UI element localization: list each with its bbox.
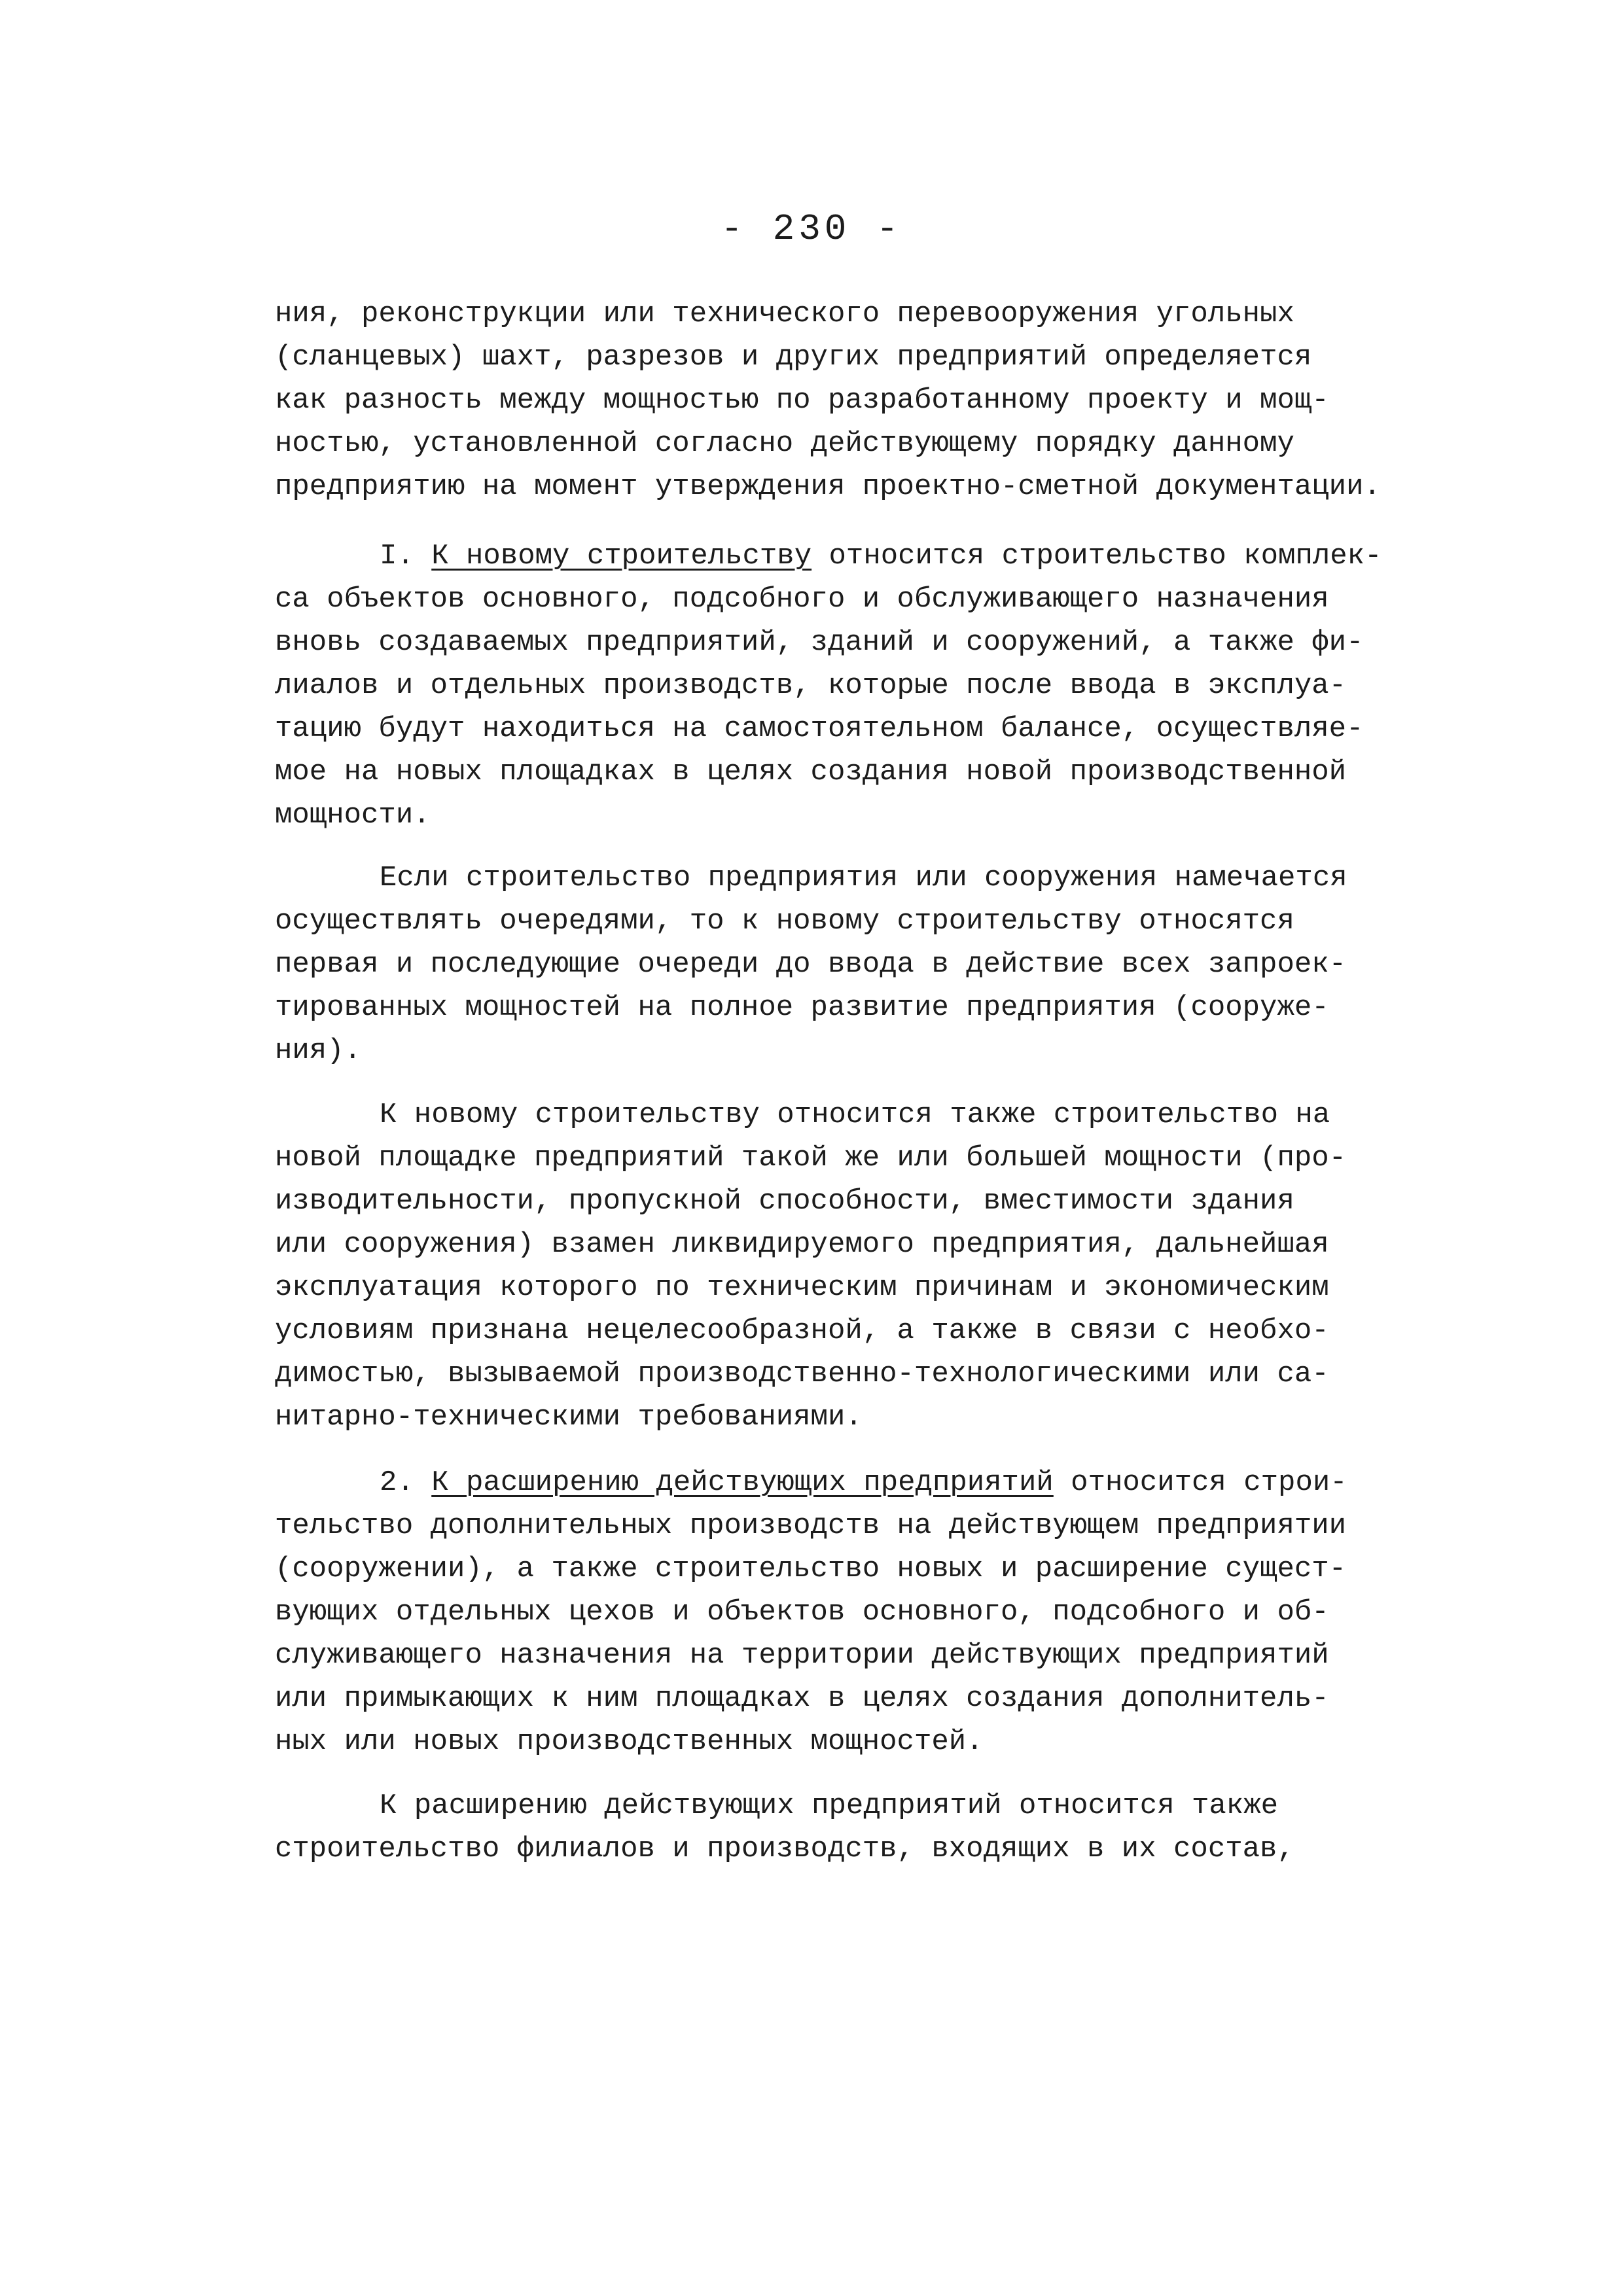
- text-run: относится строительство комплек-: [812, 540, 1382, 573]
- text-run: относится строи-: [1053, 1466, 1347, 1499]
- text-line: ных или новых производственных мощностей.: [275, 1725, 984, 1758]
- text-line: тацию будут находиться на самостоятельном балансе, осуществляе-: [275, 713, 1364, 745]
- text-line: новой площадке предприятий такой же или большей мощности (про-: [275, 1142, 1347, 1174]
- text-line: мое на новых площадках в целях создания новой производственной: [275, 756, 1347, 788]
- text-line: мощности.: [275, 799, 431, 832]
- section-heading-line: [380, 535, 1382, 577]
- text-line: ния).: [275, 1034, 362, 1067]
- text-line: К расширению действующих предприятий относится также: [380, 1790, 1279, 1822]
- section-number: I.: [380, 540, 432, 573]
- section-title: К расширению действующих предприятий: [431, 1466, 1054, 1499]
- text-line: ностью, установленной согласно действующему порядку данному: [275, 427, 1294, 460]
- section-number: 2.: [380, 1466, 432, 1499]
- text-line: вновь создаваемых предприятий, зданий и сооружений, а также фи-: [275, 626, 1364, 659]
- text-line: эксплуатация которого по техническим причинам и экономическим: [275, 1271, 1329, 1304]
- page-number: - 230 -: [721, 208, 902, 250]
- text-line: (сланцевых) шахт, разрезов и других предприятий определяется: [275, 341, 1312, 374]
- text-line: вующих отдельных цехов и объектов основного, подсобного и об-: [275, 1596, 1329, 1629]
- text-line: осуществлять очередями, то к новому строительству относятся: [275, 905, 1294, 938]
- section-title: К новому строительству: [431, 540, 812, 573]
- text-line: ния, реконструкции или технического перевооружения угольных: [275, 298, 1294, 330]
- text-line: лиалов и отдельных производств, которые после ввода в эксплуа-: [275, 669, 1347, 702]
- text-line: изводительности, пропускной способности, вместимости здания: [275, 1185, 1294, 1218]
- text-line: димостью, вызываемой производственно-технологическими или са-: [275, 1358, 1329, 1390]
- text-line: служивающего назначения на территории действующих предприятий: [275, 1639, 1329, 1672]
- section-heading-line: [380, 1462, 1347, 1504]
- text-line: (сооружении), а также строительство новых и расширение сущест-: [275, 1553, 1347, 1585]
- text-line: тельство дополнительных производств на действующем предприятии: [275, 1510, 1347, 1542]
- text-line: или сооружения) взамен ликвидируемого предприятия, дальнейшая: [275, 1228, 1329, 1261]
- text-line: К новому строительству относится также строительство на: [380, 1099, 1330, 1131]
- text-line: условиям признана нецелесообразной, а также в связи с необхо-: [275, 1315, 1329, 1347]
- text-line: как разность между мощностью по разработанному проекту и мощ-: [275, 384, 1329, 417]
- text-line: строительство филиалов и производств, входящих в их состав,: [275, 1833, 1294, 1865]
- text-line: са объектов основного, подсобного и обслуживающего назначения: [275, 583, 1329, 616]
- text-line: первая и последующие очереди до ввода в действие всех запроек-: [275, 948, 1347, 981]
- text-line: Если строительство предприятия или сооружения намечается: [380, 862, 1347, 894]
- text-line: или примыкающих к ним площадках в целях создания дополнитель-: [275, 1682, 1329, 1715]
- text-line: нитарно-техническими требованиями.: [275, 1401, 863, 1434]
- text-line: тированных мощностей на полное развитие предприятия (сооруже-: [275, 991, 1329, 1024]
- text-line: предприятию на момент утверждения проектно-сметной документации.: [275, 470, 1381, 503]
